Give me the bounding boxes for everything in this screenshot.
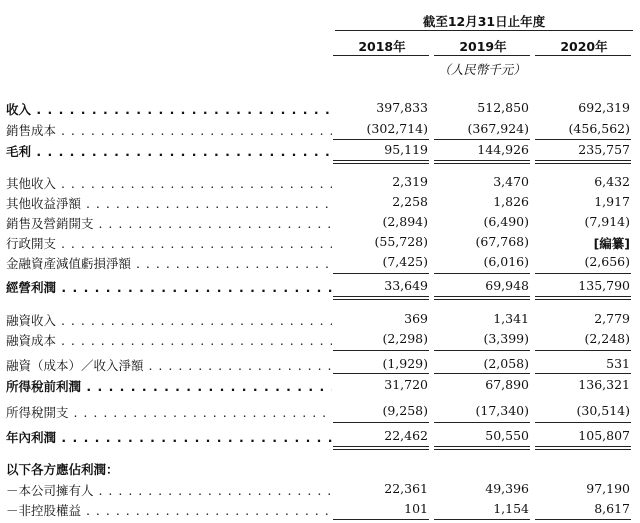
value-2019: (367,924) bbox=[467, 121, 529, 136]
row-label: 經營利潤 . . . bbox=[6, 278, 332, 296]
value-2019: 69,948 bbox=[485, 278, 529, 293]
subtotal-rule bbox=[333, 422, 429, 423]
period-header: 截至12月31日止年度 bbox=[422, 14, 546, 29]
value-2020: (2,656) bbox=[584, 254, 630, 269]
year-underline bbox=[434, 55, 530, 56]
row-label: 銷售成本 . . . bbox=[6, 121, 332, 139]
subtotal-rule bbox=[333, 519, 429, 520]
row-label: 行政開支 . . . bbox=[6, 234, 332, 252]
total-double-rule bbox=[434, 296, 530, 300]
table-row bbox=[0, 121, 640, 139]
subtotal-rule bbox=[535, 273, 631, 274]
value-2018: 22,361 bbox=[384, 481, 428, 496]
value-2020: 1,917 bbox=[594, 194, 630, 209]
value-2020: 135,790 bbox=[578, 278, 630, 293]
subtotal-rule bbox=[535, 519, 631, 520]
value-2018: 101 bbox=[404, 501, 428, 516]
value-2018: (302,714) bbox=[366, 121, 428, 136]
unit-label: （人民幣千元） bbox=[438, 62, 526, 77]
total-double-rule bbox=[535, 160, 631, 164]
table-row bbox=[0, 331, 640, 349]
value-2018: 31,720 bbox=[384, 377, 428, 392]
row-label: 其他收入 . . . bbox=[6, 174, 332, 192]
row-label: 其他收益淨額 . . . bbox=[6, 194, 332, 212]
subtotal-rule bbox=[535, 139, 631, 140]
row-label: 收入 . . . bbox=[6, 100, 332, 118]
value-2020: 6,432 bbox=[594, 174, 630, 189]
value-2020: 2,779 bbox=[594, 311, 630, 326]
subtotal-rule bbox=[333, 373, 429, 374]
value-2018: (1,929) bbox=[382, 356, 428, 371]
value-2020: (30,514) bbox=[576, 403, 630, 418]
subtotal-rule bbox=[535, 350, 631, 351]
row-label: 年內利潤 . . . bbox=[6, 428, 332, 446]
subtotal-rule bbox=[333, 350, 429, 351]
value-2018: 2,258 bbox=[392, 194, 428, 209]
row-label: 毛利 . . . bbox=[6, 142, 332, 160]
subtotal-rule bbox=[434, 350, 530, 351]
value-2020: 8,617 bbox=[594, 501, 630, 516]
year-header-2018: 2018年 bbox=[358, 39, 406, 54]
value-2020: 692,319 bbox=[578, 100, 630, 115]
value-2020-redacted: [編纂] bbox=[593, 236, 630, 251]
value-2019: (3,399) bbox=[483, 331, 529, 346]
total-double-rule bbox=[333, 446, 429, 450]
value-2019: 3,470 bbox=[493, 174, 529, 189]
value-2019: 512,850 bbox=[477, 100, 529, 115]
subtotal-rule bbox=[333, 139, 429, 140]
table-row bbox=[0, 403, 640, 421]
period-underline bbox=[335, 30, 633, 31]
subtotal-rule bbox=[434, 519, 530, 520]
section-label: 以下各方應佔利潤： bbox=[6, 462, 119, 477]
value-2019: 1,341 bbox=[493, 311, 529, 326]
value-2018: (9,258) bbox=[382, 403, 428, 418]
value-2018: 95,119 bbox=[384, 142, 428, 157]
table-row bbox=[0, 278, 640, 296]
value-2018: (7,425) bbox=[382, 254, 428, 269]
row-label: 所得稅開支 . . . bbox=[6, 403, 332, 421]
value-2020: (456,562) bbox=[568, 121, 630, 136]
table-row bbox=[0, 174, 640, 192]
row-label: 融資（成本）／收入淨額 . . . bbox=[6, 356, 332, 374]
row-label: 所得稅前利潤 . . . bbox=[6, 377, 332, 395]
value-2019: (6,016) bbox=[483, 254, 529, 269]
value-2018: 33,649 bbox=[384, 278, 428, 293]
value-2019: (6,490) bbox=[483, 214, 529, 229]
total-double-rule bbox=[434, 160, 530, 164]
year-underline bbox=[333, 55, 429, 56]
total-double-rule bbox=[535, 446, 631, 450]
subtotal-rule bbox=[535, 373, 631, 374]
total-double-rule bbox=[333, 296, 429, 300]
row-label: －非控股權益 . . . bbox=[6, 501, 332, 519]
value-2019: (2,058) bbox=[483, 356, 529, 371]
table-row bbox=[0, 356, 640, 374]
row-label: －本公司擁有人 . . . bbox=[6, 481, 332, 499]
subtotal-rule bbox=[434, 422, 530, 423]
row-label: 融資收入 . . . bbox=[6, 311, 332, 329]
value-2018: (2,894) bbox=[382, 214, 428, 229]
value-2018: (55,728) bbox=[374, 234, 428, 249]
value-2019: 49,396 bbox=[485, 481, 529, 496]
value-2020: 235,757 bbox=[578, 142, 630, 157]
year-header-2019: 2019年 bbox=[459, 39, 507, 54]
value-2019: 67,890 bbox=[485, 377, 529, 392]
value-2019: 144,926 bbox=[477, 142, 529, 157]
table-row bbox=[0, 234, 640, 252]
value-2020: (7,914) bbox=[584, 214, 630, 229]
value-2020: 531 bbox=[606, 356, 630, 371]
table-row bbox=[0, 311, 640, 329]
subtotal-rule bbox=[333, 273, 429, 274]
table-row bbox=[0, 377, 640, 395]
value-2018: 397,833 bbox=[376, 100, 428, 115]
row-label: 融資成本 . . . bbox=[6, 331, 332, 349]
year-header-2020: 2020年 bbox=[560, 39, 608, 54]
table-row bbox=[0, 142, 640, 160]
value-2020: 136,321 bbox=[578, 377, 630, 392]
value-2019: 1,826 bbox=[493, 194, 529, 209]
value-2019: 1,154 bbox=[493, 501, 529, 516]
table-row bbox=[0, 501, 640, 519]
row-label: 銷售及營銷開支 . . . bbox=[6, 214, 332, 232]
total-double-rule bbox=[333, 160, 429, 164]
subtotal-rule bbox=[535, 422, 631, 423]
year-underline bbox=[535, 55, 631, 56]
value-2018: 22,462 bbox=[384, 428, 428, 443]
value-2020: 97,190 bbox=[586, 481, 630, 496]
value-2019: (67,768) bbox=[475, 234, 529, 249]
table-row bbox=[0, 460, 640, 478]
value-2020: 105,807 bbox=[578, 428, 630, 443]
value-2018: (2,298) bbox=[382, 331, 428, 346]
value-2018: 369 bbox=[404, 311, 428, 326]
row-label: 金融資產減值虧損淨額 . . . bbox=[6, 254, 332, 272]
total-double-rule bbox=[434, 446, 530, 450]
value-2020: (2,248) bbox=[584, 331, 630, 346]
value-2019: (17,340) bbox=[475, 403, 529, 418]
table-row bbox=[0, 100, 640, 118]
value-2018: 2,319 bbox=[392, 174, 428, 189]
table-row bbox=[0, 254, 640, 272]
table-row bbox=[0, 194, 640, 212]
table-row bbox=[0, 481, 640, 499]
subtotal-rule bbox=[434, 273, 530, 274]
table-row bbox=[0, 428, 640, 446]
value-2019: 50,550 bbox=[485, 428, 529, 443]
subtotal-rule bbox=[434, 373, 530, 374]
total-double-rule bbox=[535, 296, 631, 300]
table-row bbox=[0, 214, 640, 232]
subtotal-rule bbox=[434, 139, 530, 140]
